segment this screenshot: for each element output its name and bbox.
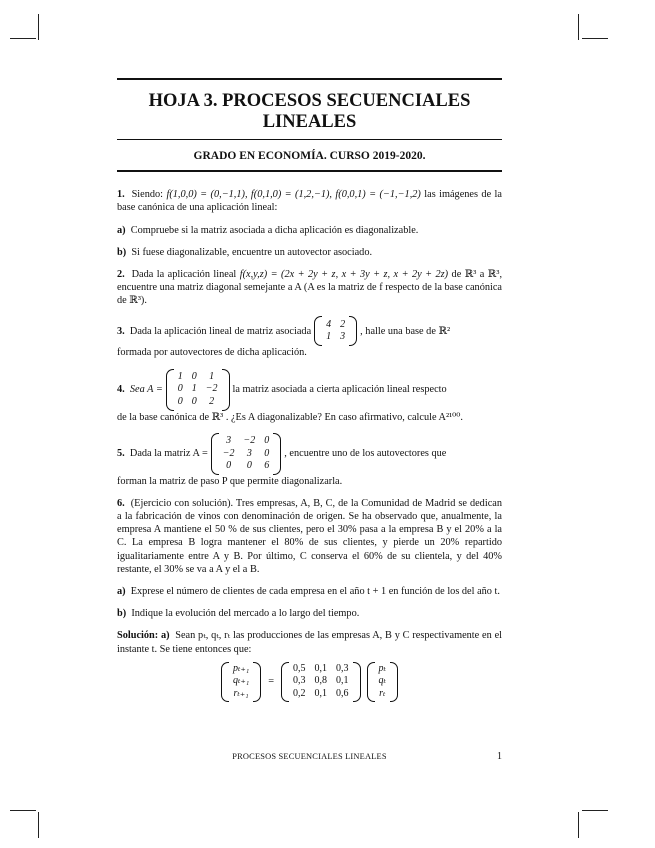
- crop-mark: [582, 810, 608, 811]
- header-rule-top: [117, 78, 502, 80]
- vector-cell: pₜ: [378, 662, 386, 674]
- matrix-cell: 2: [340, 318, 346, 330]
- matrix-cell: 0: [177, 395, 183, 407]
- matrix-cell: 3: [246, 447, 252, 459]
- left-paren: [221, 662, 229, 702]
- exercise-4: [117, 369, 502, 424]
- exercise-1-part-a: [117, 224, 502, 237]
- exercise-text: de ℝ³ a ℝ³, encuentre una matriz diagonal semejante a A (A es la matriz de f respecto de la base canónica de ℝ³).: [117, 268, 503, 307]
- exercise-text: , halle una base de ℝ²: [360, 325, 451, 337]
- solution-text: Sean pₜ, qₜ, rₜ las producciones de las empresas A, B y C respectivamente en el instante t. Se tiene entonces que:: [117, 630, 503, 655]
- matrix-cell: 1: [209, 370, 215, 382]
- exercise-text: Dada la matriz A =: [129, 448, 208, 460]
- exercise-number: 1.: [117, 189, 125, 201]
- matrix-cell: 0,3: [336, 662, 349, 674]
- exercise-text: Sea A =: [129, 384, 163, 396]
- matrix-cell: −2: [222, 447, 235, 459]
- exercise-6-part-b: [117, 607, 502, 620]
- exercise-text: (Ejercicio con solución). Tres empresas, A, B, C, de la Comunidad de Madrid se dedican a la fabricación de vinos con denominación de origen. Se ha observado que, anualmente, la empresa A mantiene el 50 % de sus clientes, pero el 30% pasa a la empresa B y el 20% a la C. La empresa B logra mantener el 80% de sus clientes, y pierde un 20% repartido igualitariamente entre A y B. Por último, C conserva el 60% de su clientela, y del 40% restante, el 30% se va a A y el a B.: [117, 497, 502, 575]
- exercise-text: forman la matriz de paso P que permite diagonalizarla.: [117, 475, 343, 487]
- exercise-6-part-a: [117, 585, 502, 598]
- crop-mark: [10, 38, 36, 39]
- exercise-number: 5.: [117, 448, 125, 460]
- part-label: a): [117, 586, 126, 597]
- right-paren: [353, 662, 361, 702]
- page-number: 1: [497, 751, 502, 762]
- left-paren: [367, 662, 375, 702]
- exercise-2: [117, 268, 502, 308]
- exercise-text: formada por autovectores de dicha aplicación.: [117, 347, 307, 359]
- vector-cells: [229, 663, 253, 701]
- left-paren: [314, 316, 322, 346]
- crop-mark: [38, 812, 39, 838]
- solution-equation: [117, 662, 502, 702]
- part-text: Compruebe si la matriz asociada a dicha aplicación es diagonalizable.: [130, 224, 419, 236]
- exercise-6: [117, 497, 502, 576]
- vector-cell: qₜ₊₁: [232, 675, 250, 687]
- equals-sign: =: [268, 676, 275, 688]
- exercise-text: las imágenes de la base canónica de una aplicación lineal:: [117, 189, 502, 214]
- crop-mark: [582, 38, 608, 39]
- math-expression: f(x,y,z) = (2x + 2y + z, x + 3y + z, x + 2y + 2z): [239, 268, 449, 280]
- crop-mark: [578, 812, 579, 838]
- right-paren: [273, 433, 281, 475]
- vector-cell: rₜ₊₁: [233, 687, 249, 699]
- matrix-cell: 4: [326, 318, 332, 330]
- right-paren: [349, 316, 357, 346]
- crop-mark: [578, 14, 579, 40]
- matrix-cell: 0: [191, 370, 197, 382]
- vector-cells: [375, 663, 390, 701]
- left-paren: [211, 433, 219, 475]
- footer-title: PROCESOS SECUENCIALES LINEALES: [232, 752, 387, 761]
- matrix-cell: 3: [340, 331, 346, 343]
- exercise-number: 2.: [117, 268, 125, 280]
- matrix-cells: [289, 663, 353, 701]
- matrix-cell: 3: [226, 435, 232, 447]
- header-rule-middle: [117, 139, 502, 140]
- solution-label: Solución: a): [117, 630, 170, 642]
- matrix-cell: 0: [226, 460, 232, 472]
- part-text: Si fuese diagonalizable, encuentre un autovector asociado.: [131, 246, 373, 258]
- matrix-cells: [219, 435, 274, 473]
- matrix-cell: −2: [205, 383, 218, 395]
- matrix-2x2: [314, 316, 357, 346]
- solution: [117, 629, 502, 655]
- exercise-text: Dada la aplicación lineal: [131, 268, 237, 280]
- matrix-cell: 2: [209, 395, 215, 407]
- matrix-cell: 0,2: [293, 687, 306, 699]
- math-expression: f(1,0,0) = (0,−1,1), f(0,1,0) = (1,2,−1), f(0,0,1) = (−1,−1,2): [166, 189, 421, 201]
- exercise-1-part-b: [117, 246, 502, 259]
- matrix-cell: 0,3: [293, 675, 306, 687]
- part-label: b): [117, 608, 127, 620]
- matrix-cell: 0,1: [336, 675, 349, 687]
- matrix-cell: 0,5: [293, 662, 306, 674]
- vector-cell: pₜ₊₁: [232, 662, 250, 674]
- document-page: [117, 78, 502, 702]
- document-title: [117, 91, 502, 134]
- right-paren: [222, 369, 230, 411]
- exercise-text: la matriz asociada a cierta aplicación lineal respecto: [232, 384, 447, 396]
- header-rule-bottom: [117, 170, 502, 172]
- document-subtitle: GRADO EN ECONOMÍA. CURSO 2019-2020.: [193, 149, 426, 162]
- matrix-cell: 1: [177, 370, 183, 382]
- exercise-1: [117, 188, 502, 214]
- matrix-3x3: [211, 433, 282, 475]
- part-text: Indique la evolución del mercado a lo largo del tiempo.: [131, 608, 360, 620]
- exercise-text: Dada la aplicación lineal de matriz asociada: [129, 325, 312, 337]
- exercise-number: 4.: [117, 384, 125, 396]
- matrix-cell: 6: [264, 460, 270, 472]
- exercise-text: de la base canónica de ℝ³ . ¿Es A diagonalizable? En caso afirmativo, calcule A²¹⁰⁰.: [117, 411, 464, 423]
- matrix-cell: 0,8: [314, 675, 328, 687]
- exercise-text: , encuentre uno de los autovectores que: [284, 448, 447, 460]
- matrix-cell: 0: [264, 447, 270, 459]
- title-line-2: LINEALES: [262, 112, 357, 133]
- matrix-cell: 0,1: [314, 662, 328, 674]
- exercise-3: [117, 316, 502, 359]
- matrix-cells: [322, 319, 349, 344]
- exercise-text: Siendo:: [131, 189, 164, 201]
- left-paren: [281, 662, 289, 702]
- exercise-number: 3.: [117, 325, 125, 337]
- matrix-cell: 0,1: [314, 687, 328, 699]
- vector-cell: qₜ: [378, 675, 386, 687]
- right-paren: [253, 662, 261, 702]
- left-paren: [166, 369, 174, 411]
- vector-current: [367, 662, 398, 702]
- matrix-cell: 1: [326, 331, 332, 343]
- transition-matrix: [281, 662, 361, 702]
- title-line-1: HOJA 3. PROCESOS SECUENCIALES: [148, 91, 471, 111]
- part-text: Exprese el número de clientes de cada empresa en el año t + 1 en función de los del año t.: [130, 586, 500, 597]
- matrix-cell: 0: [246, 460, 252, 472]
- crop-mark: [10, 810, 36, 811]
- matrix-3x3: [166, 369, 230, 411]
- part-label: b): [117, 246, 127, 258]
- crop-mark: [38, 14, 39, 40]
- matrix-cell: 0: [177, 383, 183, 395]
- part-label: a): [117, 224, 126, 236]
- matrix-cell: −2: [243, 435, 256, 447]
- vector-cell: rₜ: [379, 687, 386, 699]
- right-paren: [390, 662, 398, 702]
- matrix-cell: 0: [264, 435, 270, 447]
- matrix-cell: 0: [191, 395, 197, 407]
- matrix-cell: 0,6: [336, 687, 349, 699]
- matrix-cells: [174, 371, 222, 409]
- exercise-5: [117, 433, 502, 488]
- vector-next: [221, 662, 261, 702]
- matrix-cell: 1: [191, 383, 197, 395]
- exercise-number: 6.: [117, 497, 125, 509]
